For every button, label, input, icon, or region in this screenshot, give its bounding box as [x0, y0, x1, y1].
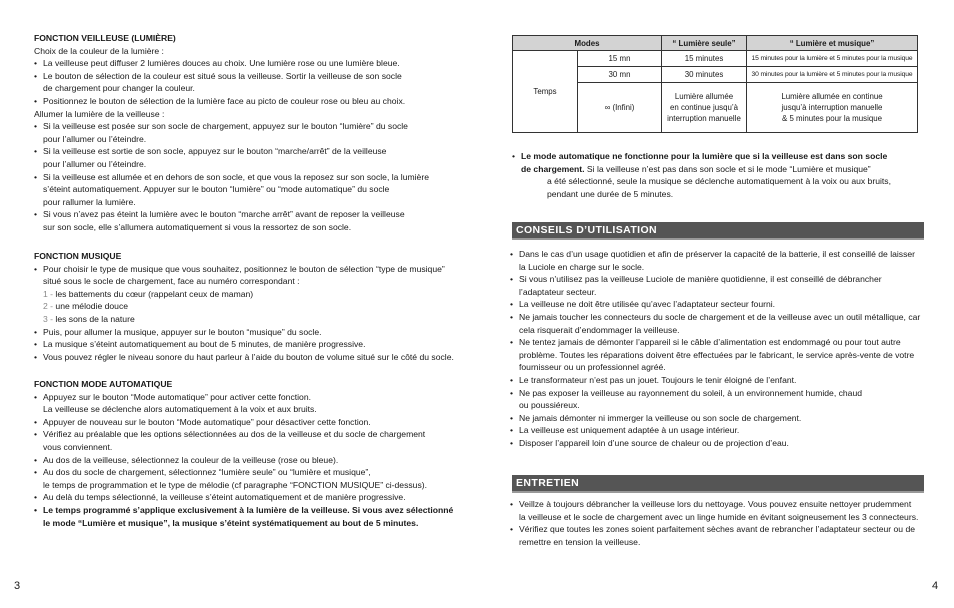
left-page	[14, 0, 454, 608]
list-item: • Ne jamais toucher les connecteurs du socle de chargement et de la veilleuse avec un outil métallique, car cela risquerait d’endommager la veilleuse.	[510, 311, 920, 336]
list-item: • La veilleuse ne doit être utilisée qu’avec l’adaptateur secteur fourni.	[510, 298, 920, 311]
section-title-musique: FONCTION MUSIQUE	[34, 251, 122, 261]
auto-mode-note: • Le mode automatique ne fonctionne pour la lumière que si la veilleuse est dans son socle de chargement. Si la veilleuse n’est pas dans son socle et si le mode “Lumière et musique” a été sélectionné, seule la musique se déclenche automatiquement à la voix ou aux bruits, pendant une durée de 5 minutes.	[512, 150, 891, 200]
right-page	[512, 0, 939, 608]
table-row	[513, 51, 918, 67]
list-item-important: • Le temps programmé s’applique exclusivement à la lumière de la veilleuse. Si vous avez sélectionné le mode “Lumière et musique”, la musique s’éteint systématiquement au bout de 5 minutes.	[34, 504, 453, 529]
list-item: • Appuyez sur le bouton “Mode automatique” pour activer cette fonction. La veilleuse se déclenche alors automatiquement à la voix et aux bruits.	[34, 391, 453, 416]
music-option-2: 2 - une mélodie douce	[43, 301, 129, 312]
table-row-label: Temps	[513, 51, 578, 133]
music-option-3: 3 - les sons de la nature	[43, 313, 135, 324]
list-item: • Appuyer de nouveau sur le bouton “Mode automatique” pour désactiver cette fonction.	[34, 416, 453, 429]
list-item: • La musique s’éteint automatiquement au bout de 5 minutes, de manière progressive.	[34, 338, 454, 351]
section-title-mode-auto: FONCTION MODE AUTOMATIQUE	[34, 379, 173, 389]
list-item: • Dans le cas d’un usage quotidien et afin de préserver la capacité de la batterie, il est conseillé de laisser la Luciole en charge sur le socle.	[510, 248, 920, 273]
table-cell: Lumière allumée en continue jusqu’à interruption manuelle & 5 minutes pour la musique	[747, 83, 918, 133]
table-header-modes: Modes	[513, 36, 662, 51]
list-item: • Pour choisir le type de musique que vous souhaitez, positionnez le bouton de sélection “type de musique” situé sous le socle de chargement, face au numéro correspondant :	[34, 263, 454, 288]
list-item: • Vérifiez que toutes les zones soient parfaitement sèches avant de rebrancher l’adaptateur secteur ou de remettre en tension la veilleuse.	[510, 523, 918, 548]
table-cell: 15 minutes pour la lumière et 5 minutes pour la musique	[747, 51, 918, 67]
section-title-entretien: ENTRETIEN	[512, 475, 924, 493]
list-item: • Le bouton de sélection de la couleur est situé sous la veilleuse. Sortir la veilleuse de son socle de chargement pour changer la couleur.	[34, 70, 429, 95]
list-item: • Puis, pour allumer la musique, appuyer sur le bouton “musique” du socle.	[34, 326, 454, 339]
table-cell: ∞ (Infini)	[578, 83, 662, 133]
list-item: • Veillze à toujours débrancher la veilleuse lors du nettoyage. Vous pouvez ensuite nettoyer prudemment la veilleuse et le socle de chargement avec un linge humide en évitant soigneusement les 3 connecteurs.	[510, 498, 918, 523]
list-item: • Positionnez le bouton de sélection de la lumière face au picto de couleur rose ou bleu au choix.	[34, 95, 429, 108]
list-item: • Si la veilleuse est posée sur son socle de chargement, appuyez sur le bouton “lumière” du socle pour l’allumer ou l’éteindre.	[34, 120, 429, 145]
list-item: • La veilleuse peut diffuser 2 lumières douces au choix. Une lumière rose ou une lumière bleue.	[34, 57, 429, 70]
table-header-light: “ Lumière seule”	[662, 36, 747, 51]
list-item: • Si la veilleuse est sortie de son socle, appuyez sur le bouton “marche/arrêt” de la veilleuse pour l’allumer ou l’éteindre.	[34, 145, 429, 170]
list-item: • La veilleuse est uniquement adaptée à un usage intérieur.	[510, 424, 920, 437]
page-number: 4	[932, 580, 939, 592]
list-item: • Au dos de la veilleuse, sélectionnez la couleur de la veilleuse (rose ou bleue).	[34, 454, 453, 467]
table-cell: 15 minutes	[662, 51, 747, 67]
list-item: • Vous pouvez régler le niveau sonore du haut parleur à l’aide du bouton de volume situé sur le côté du socle.	[34, 351, 454, 364]
list-item: • Vérifiez au préalable que les options sélectionnées au dos de la veilleuse et du socle de chargement vous conviennent.	[34, 428, 453, 453]
table-cell: 30 minutes pour la lumière et 5 minutes pour la musique	[747, 67, 918, 83]
list-item: • Au delà du temps sélectionné, la veilleuse s’éteint automatiquement et de manière progressive.	[34, 491, 453, 504]
list-item: • Si la veilleuse est allumée et en dehors de son socle, et que vous la reposez sur son socle, la lumière s’éteint automatiquement. Appuyer sur le bouton “lumière” ou “mode automatique” du socle pour rallumer la lumière.	[34, 171, 429, 209]
table-cell: 30 mn	[578, 67, 662, 83]
section-title-conseils: CONSEILS D’UTILISATION	[512, 222, 924, 240]
modes-table	[512, 35, 918, 133]
list-item: • Ne tentez jamais de démonter l’appareil si le câble d’alimentation est endommagé ou pour tout autre problème. Toutes les réparations doivent être effectuées par le fabricant, le service après-vente de votre fournisseur ou un professionnel agréé.	[510, 336, 920, 374]
subheading-turn-on-light: Allumer la lumière de la veilleuse :	[34, 108, 165, 119]
music-option-1: 1 - les battements du cœur (rappelant ceux de maman)	[43, 288, 254, 299]
table-cell: Lumière allumée en continue jusqu’à interruption manuelle	[662, 83, 747, 133]
list-item: • Disposer l’appareil loin d’une source de chaleur ou de projection d’eau.	[510, 437, 920, 450]
list-item: • Le transformateur n’est pas un jouet. Toujours le tenir éloigné de l’enfant.	[510, 374, 920, 387]
subheading-color-choice: Choix de la couleur de la lumière :	[34, 45, 164, 56]
section-title-veilleuse: FONCTION VEILLEUSE (LUMIÈRE)	[34, 33, 176, 43]
page-number: 3	[14, 580, 21, 592]
list-item: • Au dos du socle de chargement, sélectionnez “lumière seule” ou “lumière et musique”, le temps de programmation et le type de mélodie (cf paragraphe “FONCTION MUSIQUE” ci-dessus).	[34, 466, 453, 491]
table-header-light-music: “ Lumière et musique”	[747, 36, 918, 51]
table-cell: 30 minutes	[662, 67, 747, 83]
table-cell: 15 mn	[578, 51, 662, 67]
list-item: • Ne jamais démonter ni immerger la veilleuse ou son socle de chargement.	[510, 412, 920, 425]
list-item: • Ne pas exposer la veilleuse au rayonnement du soleil, à un environnement humide, chaud ou poussiéreux.	[510, 387, 920, 412]
list-item: • Si vous n’utilisez pas la veilleuse Luciole de manière quotidienne, il est conseillé de débrancher l’adaptateur secteur.	[510, 273, 920, 298]
list-item: • Si vous n’avez pas éteint la lumière avec le bouton “marche arrêt” avant de reposer la veilleuse sur son socle, elle s’allumera automatiquement si vous la ressortez de son socle.	[34, 208, 429, 233]
